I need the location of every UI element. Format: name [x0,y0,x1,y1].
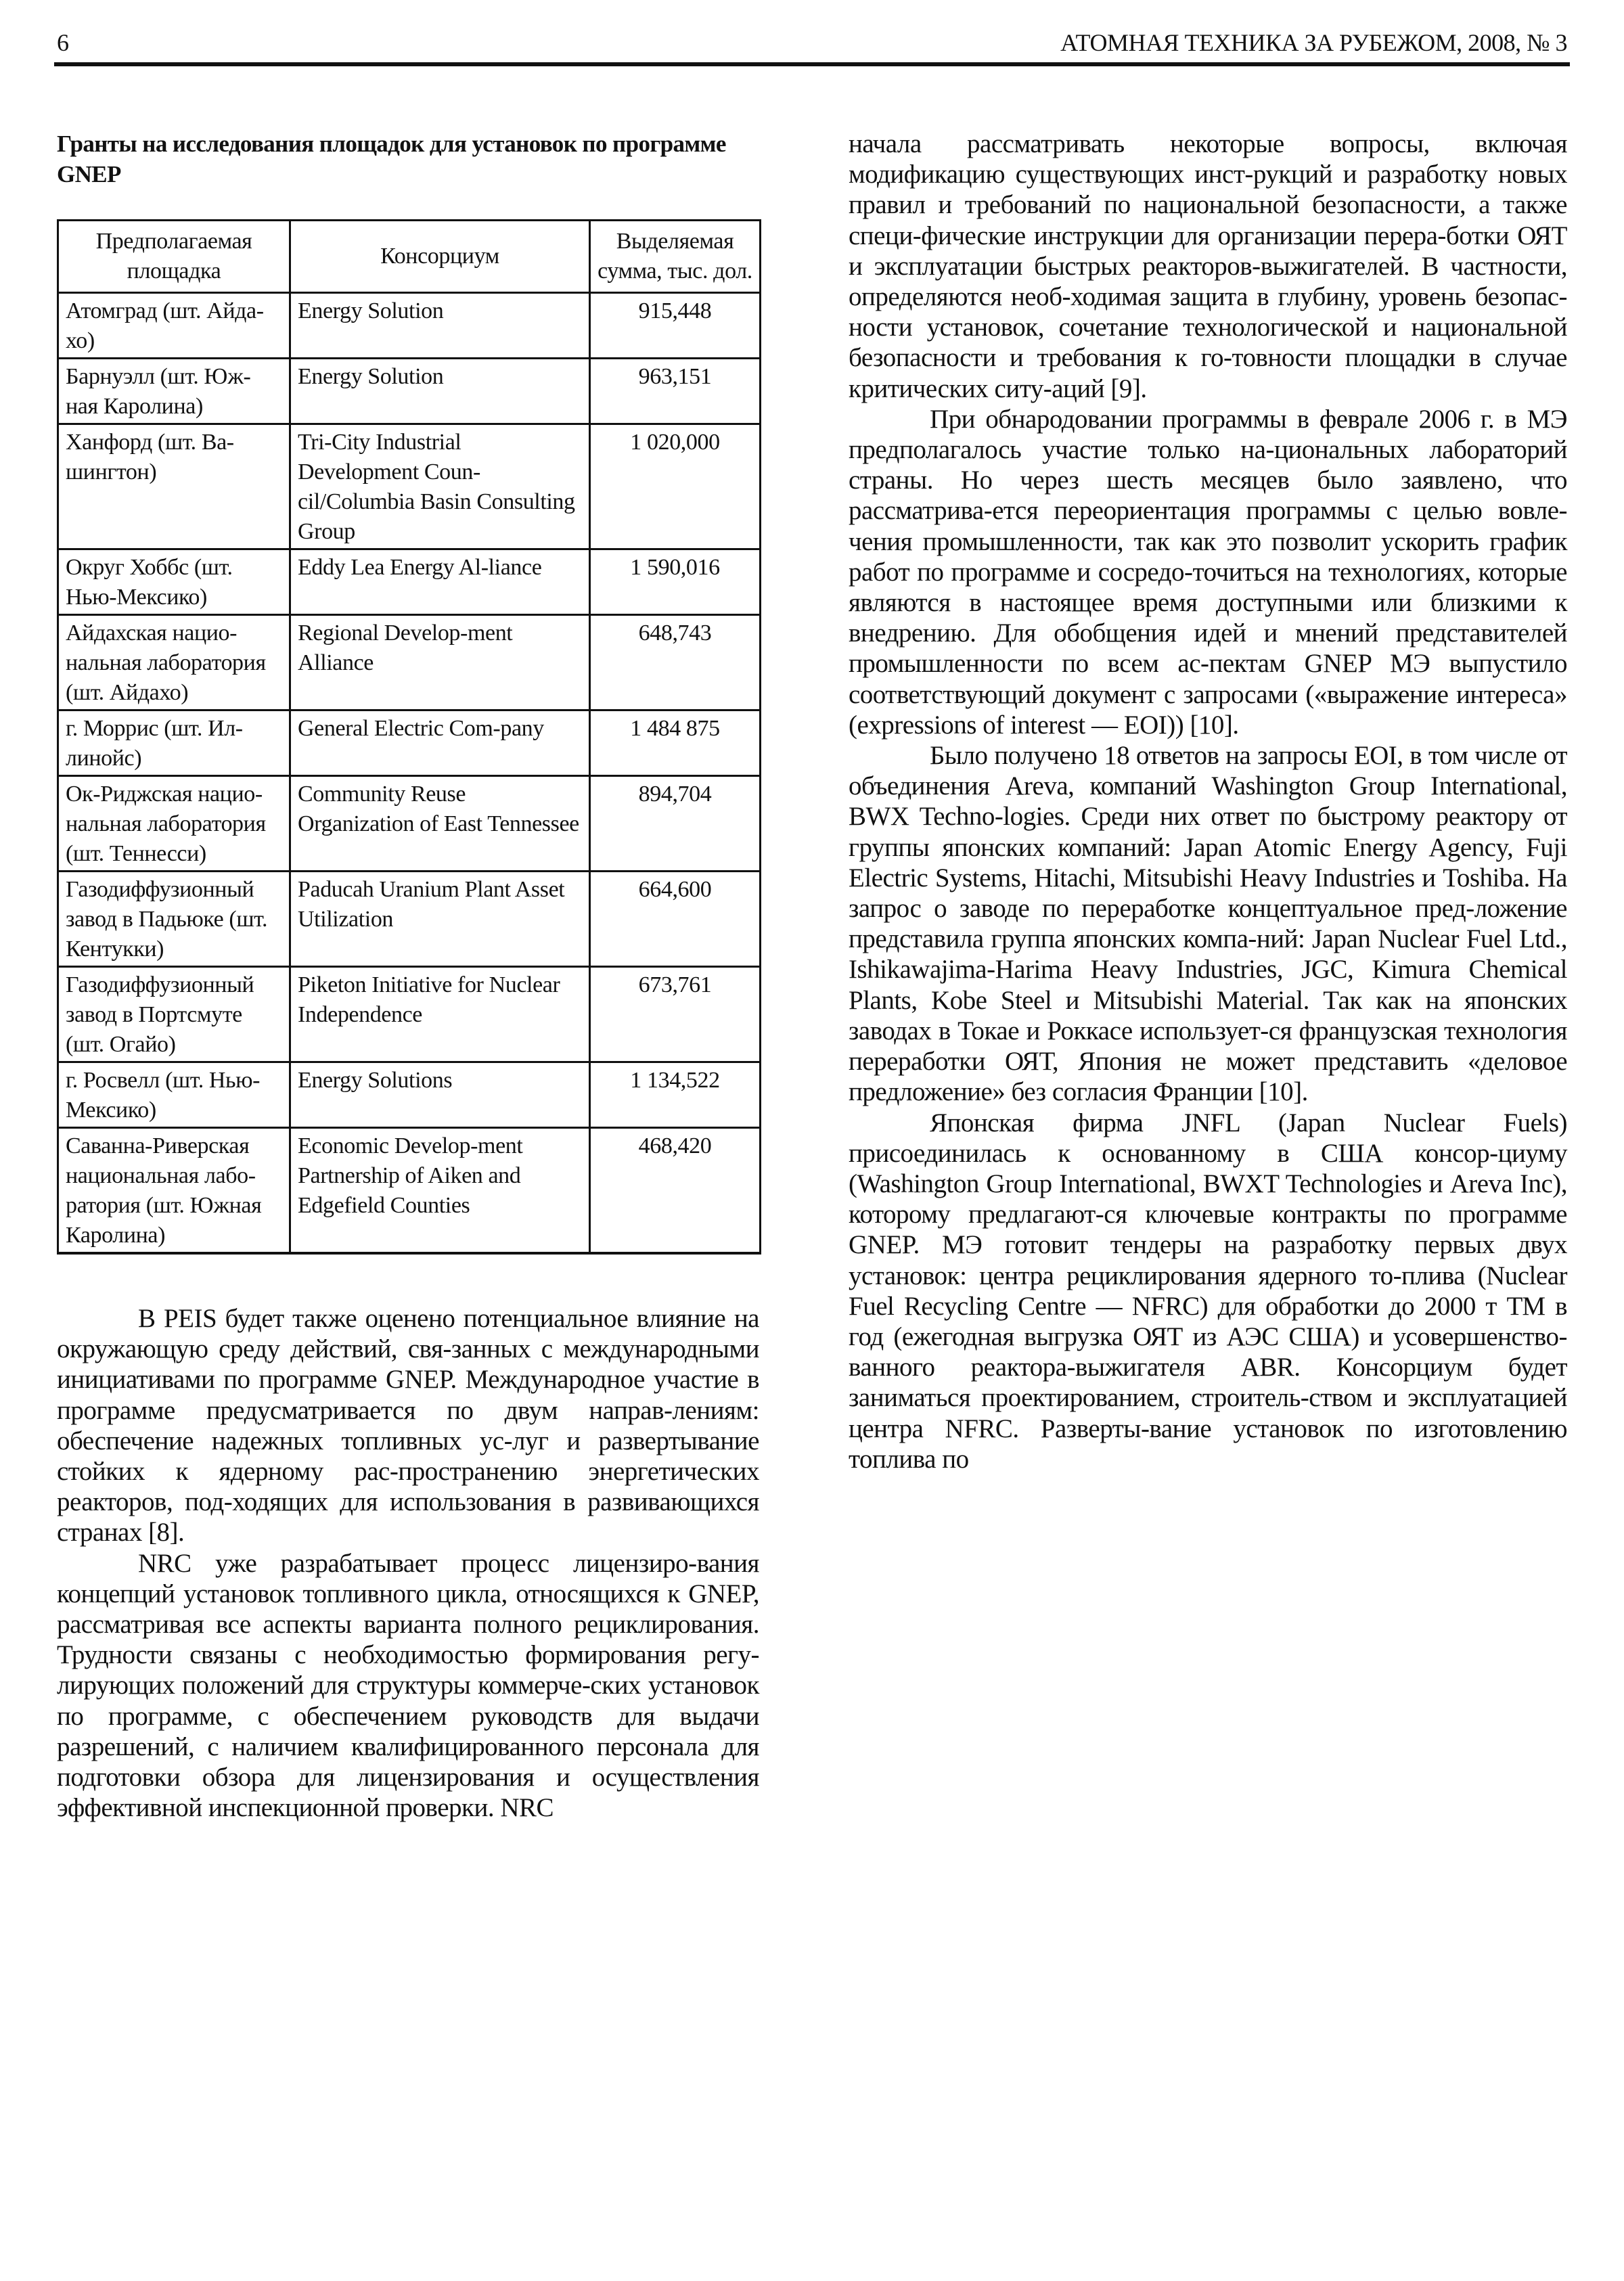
left-body-text [57,1303,759,1823]
site-cell: Газодиффузионный завод в Падьюке (шт. Кентукки) [58,872,290,967]
consortium-cell: Piketon Initiative for Nuclear Independence [290,967,590,1062]
consortium-cell: Energy Solution [290,293,590,359]
site-cell: Газодиффузионный завод в Портсмуте (шт. Огайо) [58,967,290,1062]
site-cell: г. Моррис (шт. Ил-линойс) [58,710,290,776]
table-header-row [58,221,761,293]
header-rule [54,62,1570,66]
grants-table [57,219,761,1255]
paragraph: Японская фирма JNFL (Japan Nuclear Fuels) присоединилась к основанному в США консор-циуму (Washington Group International, BWXT Technologies и Areva Inc), которому предлагают-ся ключевые контракты по программе GNEP. МЭ готовит тендеры на разработку первых двух установок: центра рециклирования ядерного то-плива (Nuclear Fuel Recycling Centre — NFRC) для обработки до 2000 т ТМ в год (ежегодная выгрузка ОЯТ из АЭС США) и усовершенство-ванного реактора-выжигателя ABR. Консорциум будет заниматься проектированием, строитель-ством и эксплуатацией центра NFRC. Разверты-вание установок по изготовлению топлива по [849,1108,1567,1474]
consortium-cell: Community Reuse Organization of East Tennessee [290,776,590,872]
amount-cell: 1 020,000 [590,424,761,549]
site-cell: Саванна-Риверская национальная лабо-ратория (шт. Южная Каролина) [58,1128,290,1254]
table-row [58,359,761,424]
table-row [58,1062,761,1128]
site-cell: Атомград (шт. Айда-хо) [58,293,290,359]
page-number: 6 [57,29,69,56]
site-cell: Ханфорд (шт. Ва-шингтон) [58,424,290,549]
consortium-cell: Tri-City Industrial Development Coun-cil/Columbia Basin Consulting Group [290,424,590,549]
table-caption: Гранты на исследования площадок для установок по программе GNEP [57,131,726,187]
column-header-site: Предполагаемая площадка [58,221,290,293]
table-row [58,615,761,710]
paragraph: При обнародовании программы в феврале 2006 г. в МЭ предполагалось участие только на-циональных лабораторий страны. Но через шесть месяцев было заявлено, что рассматрива-ется переориентация программы с целью вовле-чения промышленности, так как это позволит ускорить график работ по программе и сосредо-точиться на технологиях, которые являются в настоящее время доступными или близкими к внедрению. Для обобщения идей и мнений представителей промышленности по всем ас-пектам GNEP МЭ выпустило соответствующий документ с запросами («выражение интереса» (expressions of interest — EOI)) [10]. [849,404,1567,740]
paragraph: начала рассматривать некоторые вопросы, включая модификацию существующих инст-рукций и разработку новых правил и требований по национальной безопасности, а также специ-фические инструкции для организации перера-ботки ОЯТ и эксплуатации быстрых реакторов-выжигателей. В частности, определяются необ-ходимая защита в глубину, уровень безопас-ности установок, сочетание технологической и национальной безопасности и требования к го-товности площадки в случае критических ситу-аций [9]. [849,129,1567,403]
consortium-cell: General Electric Com-pany [290,710,590,776]
consortium-cell: Energy Solutions [290,1062,590,1128]
amount-cell: 673,761 [590,967,761,1062]
amount-cell: 915,448 [590,293,761,359]
table-row [58,776,761,872]
site-cell: Ок-Риджская нацио-нальная лаборатория (шт. Теннесси) [58,776,290,872]
paragraph: Было получено 18 ответов на запросы EOI, в том числе от объединения Areva, компаний Washington Group International, BWX Techno-logies. Среди них ответ по быстрому реактору от группы японских компаний: Japan Atomic Energy Agency, Fuji Electric Systems, Hitachi, Mitsubishi Heavy Industries и Toshiba. На запрос о заводе по переработке концептуальное пред-ложение представила группа японских компа-ний: Japan Nuclear Fuel Ltd., Ishikawajima-Harima Heavy Industries, JGC, Kimura Chemical Plants, Kobe Steel и Mitsubishi Material. Так как на японских заводах в Токае и Роккасе использует-ся французская технология переработки ОЯТ, Япония не может представить «деловое предложение» без согласия Франции [10]. [849,741,1567,1107]
consortium-cell: Paducah Uranium Plant Asset Utilization [290,872,590,967]
amount-cell: 468,420 [590,1128,761,1254]
amount-cell: 963,151 [590,359,761,424]
paragraph: В PEIS будет также оценено потенциальное влияние на окружающую среду действий, свя-занных с международными инициативами по программе GNEP. Международное участие в программе предусматривается по двум направ-лениям: обеспечение надежных топливных ус-луг и развертывание стойких к ядерному рас-пространению энергетических реакторов, под-ходящих для использования в развивающихся странах [8]. [57,1304,759,1548]
site-cell: Айдахская нацио-нальная лаборатория (шт. Айдахо) [58,615,290,710]
table-row [58,549,761,615]
amount-cell: 1 590,016 [590,549,761,615]
right-column [849,129,1567,1474]
consortium-cell: Energy Solution [290,359,590,424]
column-header-consortium: Консорциум [290,221,590,293]
site-cell: Округ Хоббс (шт. Нью-Мексико) [58,549,290,615]
running-header [57,26,1567,60]
consortium-cell: Regional Develop-ment Alliance [290,615,590,710]
table-row [58,1128,761,1254]
journal-title: АТОМНАЯ ТЕХНИКА ЗА РУБЕЖОМ, 2008, № 3 [1060,29,1567,56]
amount-cell: 1 484 875 [590,710,761,776]
amount-cell: 648,743 [590,615,761,710]
site-cell: Барнуэлл (шт. Юж-ная Каролина) [58,359,290,424]
consortium-cell: Eddy Lea Energy Al-liance [290,549,590,615]
table-row [58,872,761,967]
table-row [58,293,761,359]
site-cell: г. Росвелл (шт. Нью-Мексико) [58,1062,290,1128]
consortium-cell: Economic Develop-ment Partnership of Aiken and Edgefield Counties [290,1128,590,1254]
amount-cell: 894,704 [590,776,761,872]
table-row [58,710,761,776]
paragraph: NRC уже разрабатывает процесс лицензиро-вания концепций установок топливного цикла, относящихся к GNEP, рассматривая все аспекты варианта полного рециклирования. Трудности связаны с необходимостью формирования регу-лирующих положений для структуры коммерче-ских установок по программе, с обеспечением руководств для выдачи разрешений, с наличием квалифицированного персонала для подготовки обзора для лицензирования и осуществления эффективной инспекционной проверки. NRC [57,1548,759,1823]
table-row [58,967,761,1062]
amount-cell: 664,600 [590,872,761,967]
table-row [58,424,761,549]
amount-cell: 1 134,522 [590,1062,761,1128]
column-header-amount: Выделяемая сумма, тыс. дол. [590,221,761,293]
left-column [57,129,759,1823]
